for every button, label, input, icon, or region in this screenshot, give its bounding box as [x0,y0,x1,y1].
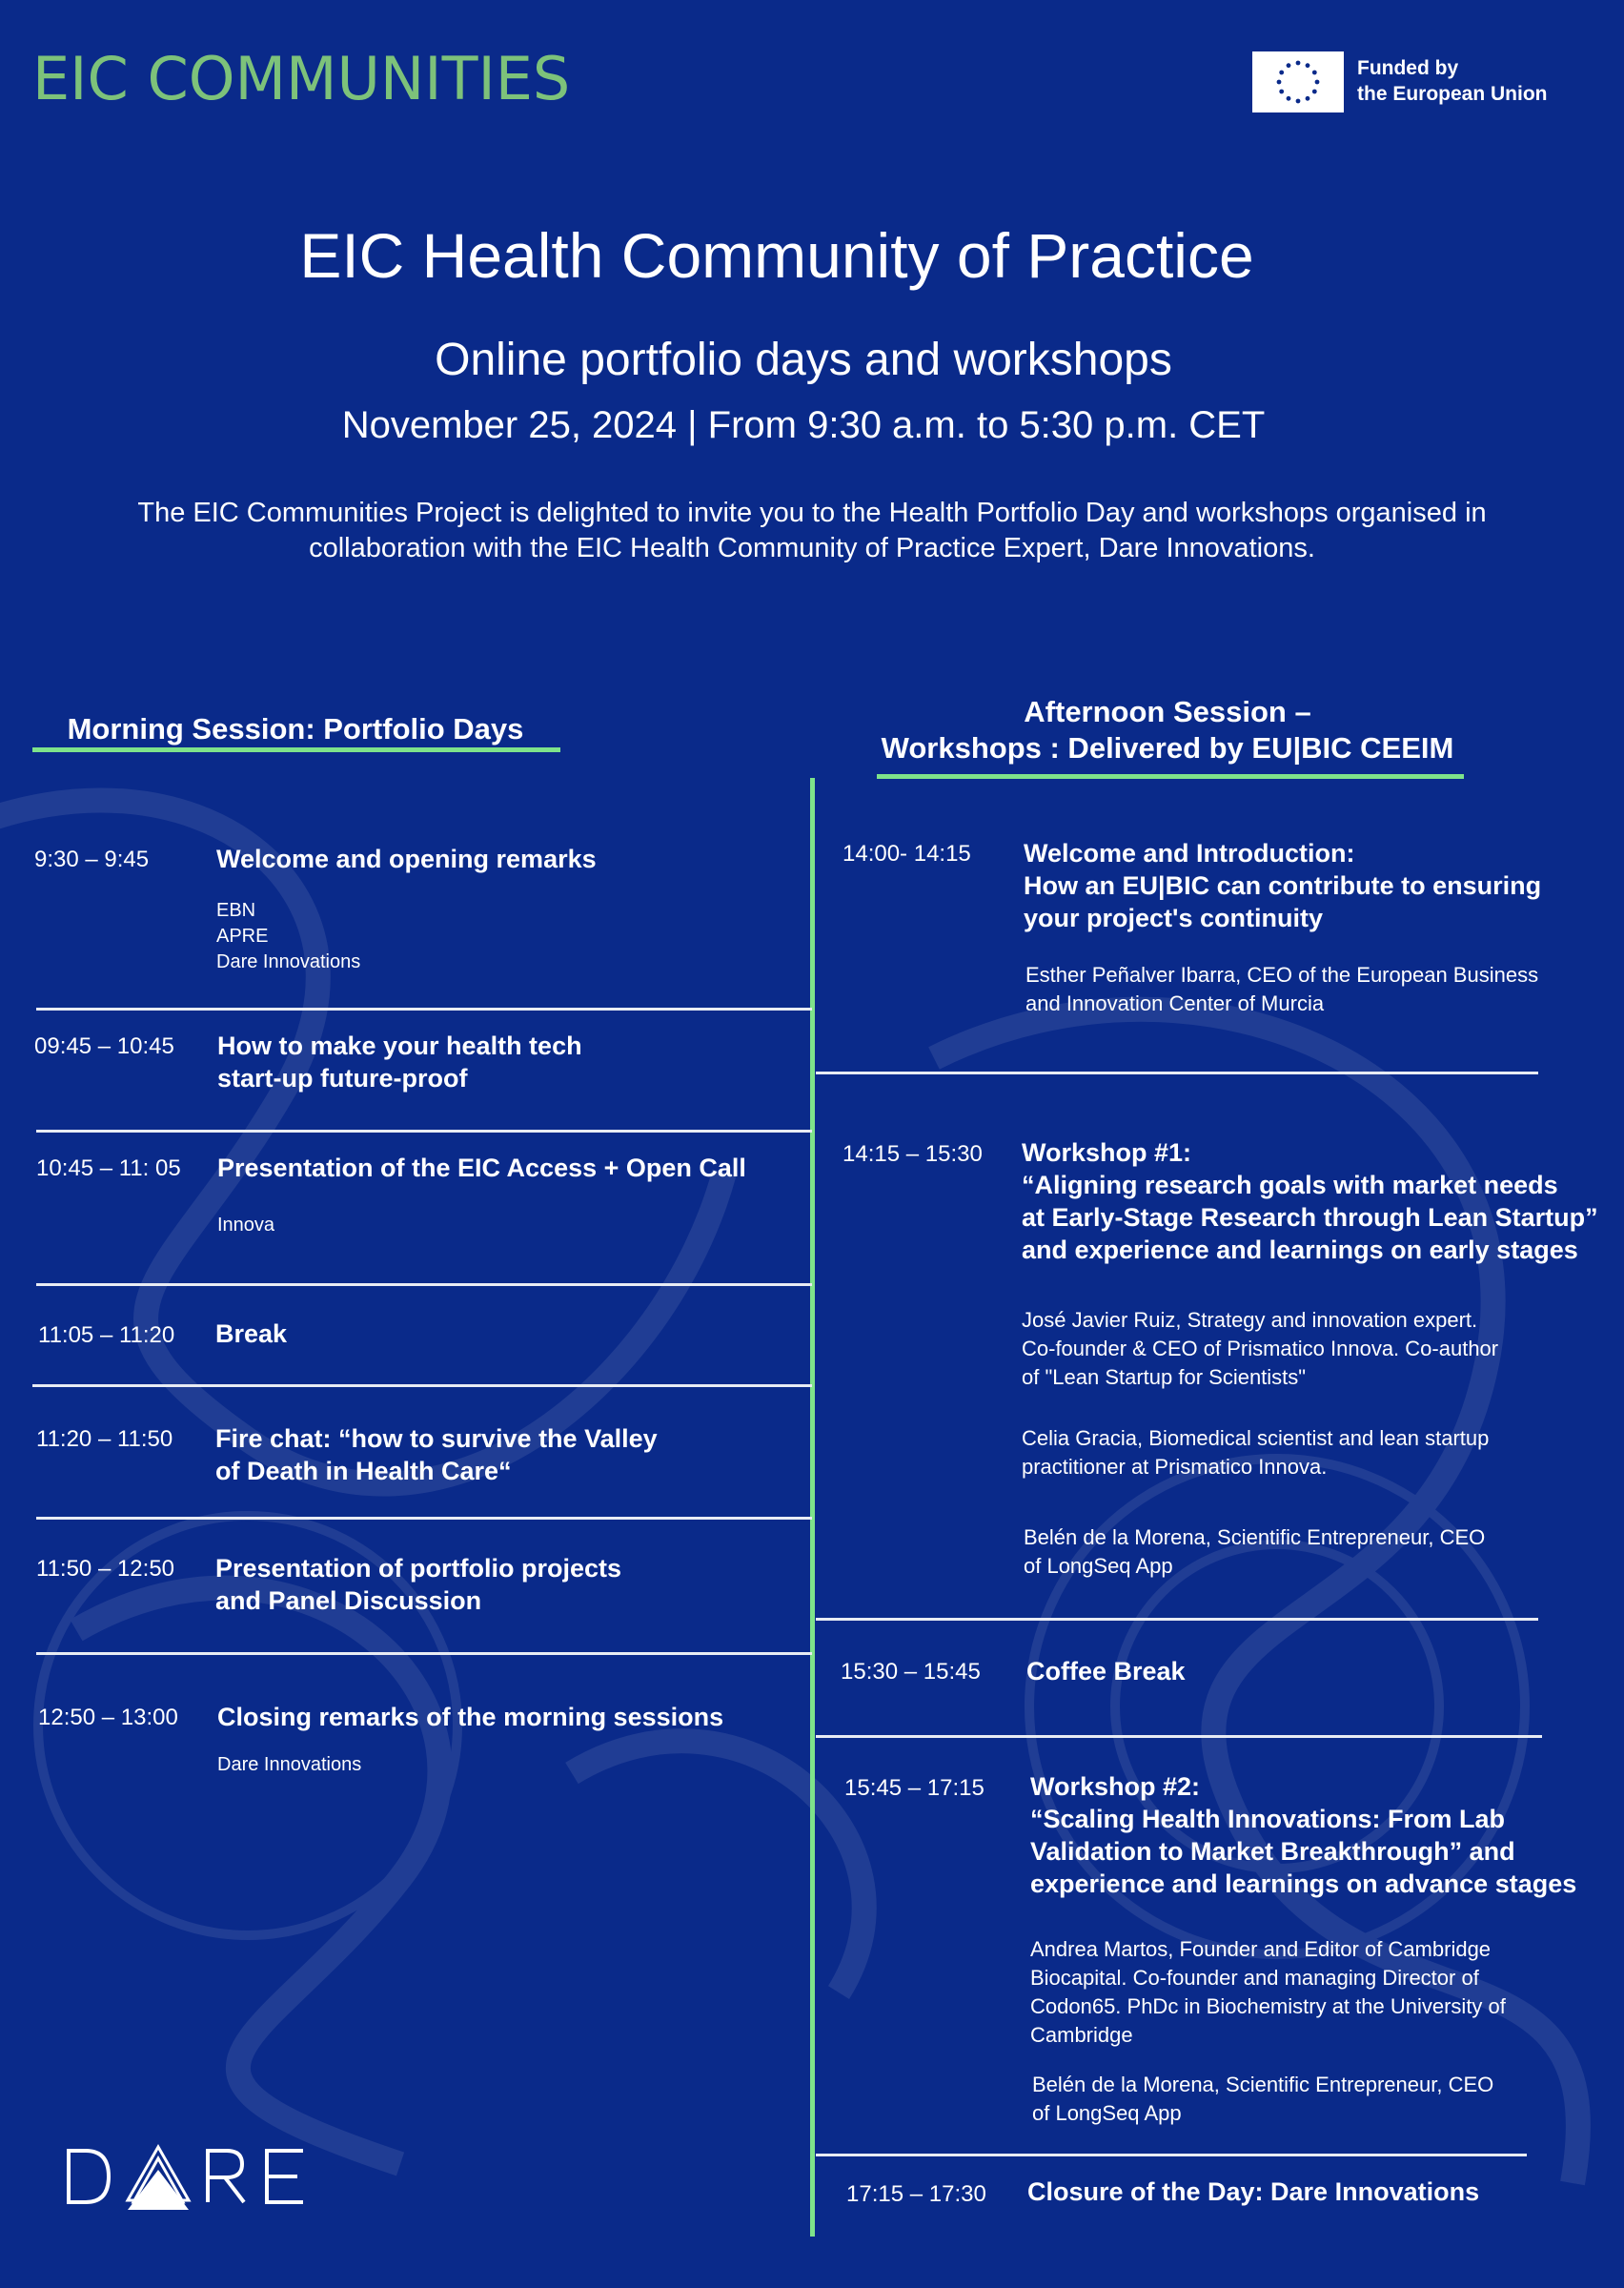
agenda-time: 11:05 – 11:20 [38,1322,175,1348]
speaker-bio-line: of LongSeq App [1032,2101,1182,2125]
afternoon-session-heading [839,694,1496,766]
agenda-title: Closing remarks of the morning sessions [217,1703,724,1731]
speaker-bio-line: Andrea Martos, Founder and Editor of Cambridge [1030,1937,1492,1961]
eu-funding-line: Funded by [1357,57,1459,79]
agenda-title-line: How to make your health tech [217,1032,582,1060]
agenda-subtext [216,898,360,975]
speaker-bio-line: practitioner at Prismatico Innova. [1022,1455,1328,1479]
afternoon-heading-line: Workshops : Delivered by EU|BIC CEEIM [881,731,1454,765]
intro-paragraph: The EIC Communities Project is delighted to invite you to the Health Portfolio Day and workshops organised in collaboration with the EIC Health Community of Practice Expert, Dare Innovations. [137,498,1487,563]
agenda-title-line: your project's continuity [1024,904,1323,932]
agenda-title: Presentation of the EIC Access + Open Call [217,1154,746,1182]
eu-star-icon [1296,61,1301,66]
agenda-title-line: Welcome and Introduction: [1024,839,1355,868]
speaker-bio-line: Biocapital. Co-founder and managing Director of [1030,1966,1479,1990]
morning-heading-underline [32,747,560,752]
eic-communities-logo: EIC COMMUNITIES [32,44,571,113]
speaker-bio-line: Esther Peñalver Ibarra, CEO of the European Business [1025,963,1539,987]
speaker-bio [1022,1306,1498,1392]
organisation-name: APRE [216,926,269,947]
agenda-title: Coffee Break [1026,1657,1186,1685]
speaker-bio [1025,961,1538,1018]
speaker-bio-line: José Javier Ruiz, Strategy and innovation expert. [1022,1308,1478,1332]
eu-star-icon [1279,71,1284,75]
agenda-title-line: and experience and learnings on early stages [1022,1236,1578,1264]
eu-star-icon [1315,80,1320,85]
speaker-bio-line: of LongSeq App [1024,1554,1173,1578]
agenda-time: 14:00- 14:15 [842,841,971,867]
agenda-separator [816,1735,1542,1738]
eu-star-icon [1306,96,1310,101]
speaker-bio-line: Cambridge [1030,2023,1133,2047]
agenda-title [215,1552,621,1617]
agenda-title [215,1422,658,1487]
agenda-title [1022,1136,1598,1266]
speaker-bio [1032,2071,1493,2128]
event-date: November 25, 2024 | From 9:30 a.m. to 5:30 p.m. CET [341,404,1266,446]
agenda-separator [816,2154,1527,2156]
afternoon-heading-line: Afternoon Session – [1024,695,1311,728]
agenda-title: Welcome and opening remarks [216,845,597,873]
agenda-time: 12:50 – 13:00 [38,1705,178,1730]
speaker-bio-line: of "Lean Startup for Scientists" [1022,1365,1307,1389]
agenda-title-line: Presentation of portfolio projects [215,1554,622,1583]
agenda-separator [36,1008,812,1011]
eu-star-icon [1277,80,1282,85]
speaker-bio-line: and Innovation Center of Murcia [1025,991,1325,1015]
eu-star-icon [1312,71,1317,75]
eu-funding-line: the European Union [1357,83,1548,105]
agenda-title-line: at Early-Stage Research through Lean Startup” [1022,1203,1598,1232]
dare-innovations-logo [65,2143,313,2210]
agenda-title [1024,837,1541,934]
agenda-title [1030,1770,1576,1900]
agenda-title-line: “Scaling Health Innovations: From Lab [1030,1805,1506,1833]
agenda-title-line: Fire chat: “how to survive the Valley [215,1424,658,1453]
agenda-separator [816,1618,1538,1621]
agenda-time: 17:15 – 17:30 [846,2181,986,2207]
morning-session-heading: Morning Session: Portfolio Days [67,712,524,746]
agenda-time: 11:50 – 12:50 [36,1556,175,1582]
page-title: EIC Health Community of Practice [299,220,1254,291]
agenda-separator [36,1130,812,1133]
agenda-title-line: “Aligning research goals with market needs [1022,1171,1558,1199]
agenda-time: 11:20 – 11:50 [36,1426,173,1452]
speaker-bio-line: Celia Gracia, Biomedical scientist and lean startup [1022,1426,1490,1450]
agenda-time: 09:45 – 10:45 [34,1033,174,1059]
organisation-name: Dare Innovations [217,1754,362,1775]
eu-star-icon [1287,63,1291,68]
speaker-bio [1022,1424,1489,1481]
speaker-bio-line: Codon65. PhDc in Biochemistry at the University of [1030,1994,1506,2018]
agenda-time: 9:30 – 9:45 [34,847,150,872]
agenda-separator [36,1652,812,1655]
agenda-title-line: How an EU|BIC can contribute to ensuring [1024,871,1542,900]
agenda-separator [36,1283,812,1286]
speaker-bio [1024,1523,1485,1581]
organisation-name: Dare Innovations [216,951,361,972]
page-subtitle: Online portfolio days and workshops [435,335,1172,385]
eu-star-icon [1287,96,1291,101]
agenda-separator [32,1384,812,1387]
speaker-bio-line: Belén de la Morena, Scientific Entrepreneur, CEO [1024,1525,1486,1549]
agenda-separator [816,1072,1538,1074]
column-divider [810,778,815,2237]
afternoon-heading-underline [877,774,1464,779]
agenda-title: Break [215,1319,288,1348]
agenda-title-line: Workshop #2: [1030,1772,1201,1801]
organisation-name: EBN [216,900,256,921]
agenda-separator [36,1517,812,1520]
agenda-time: 15:45 – 17:15 [844,1775,985,1801]
eu-star-icon [1312,90,1317,94]
speaker-bio [1030,1935,1506,2050]
agenda-title: Closure of the Day: Dare Innovations [1027,2177,1480,2206]
agenda-title-line: Validation to Market Breakthrough” and [1030,1837,1515,1866]
eu-funding-text [1357,55,1605,107]
eu-star-icon [1306,63,1310,68]
eu-flag-icon [1252,51,1344,112]
organisation-name: Innova [217,1215,275,1236]
agenda-title-line: of Death in Health Care“ [215,1457,512,1485]
agenda-title-line: Workshop #1: [1022,1138,1192,1167]
speaker-bio-line: Belén de la Morena, Scientific Entrepreneur, CEO [1032,2073,1494,2096]
eu-star-icon [1296,99,1301,104]
agenda-time: 10:45 – 11: 05 [36,1155,181,1181]
agenda-title-line: start-up future-proof [217,1064,468,1093]
agenda-title [217,1030,582,1094]
speaker-bio-line: Co-founder & CEO of Prismatico Innova. Co-author [1022,1337,1499,1360]
agenda-time: 14:15 – 15:30 [842,1141,983,1167]
agenda-title-line: experience and learnings on advance stages [1030,1869,1577,1898]
eu-star-icon [1279,90,1284,94]
agenda-time: 15:30 – 15:45 [841,1659,981,1685]
agenda-title-line: and Panel Discussion [215,1586,482,1615]
